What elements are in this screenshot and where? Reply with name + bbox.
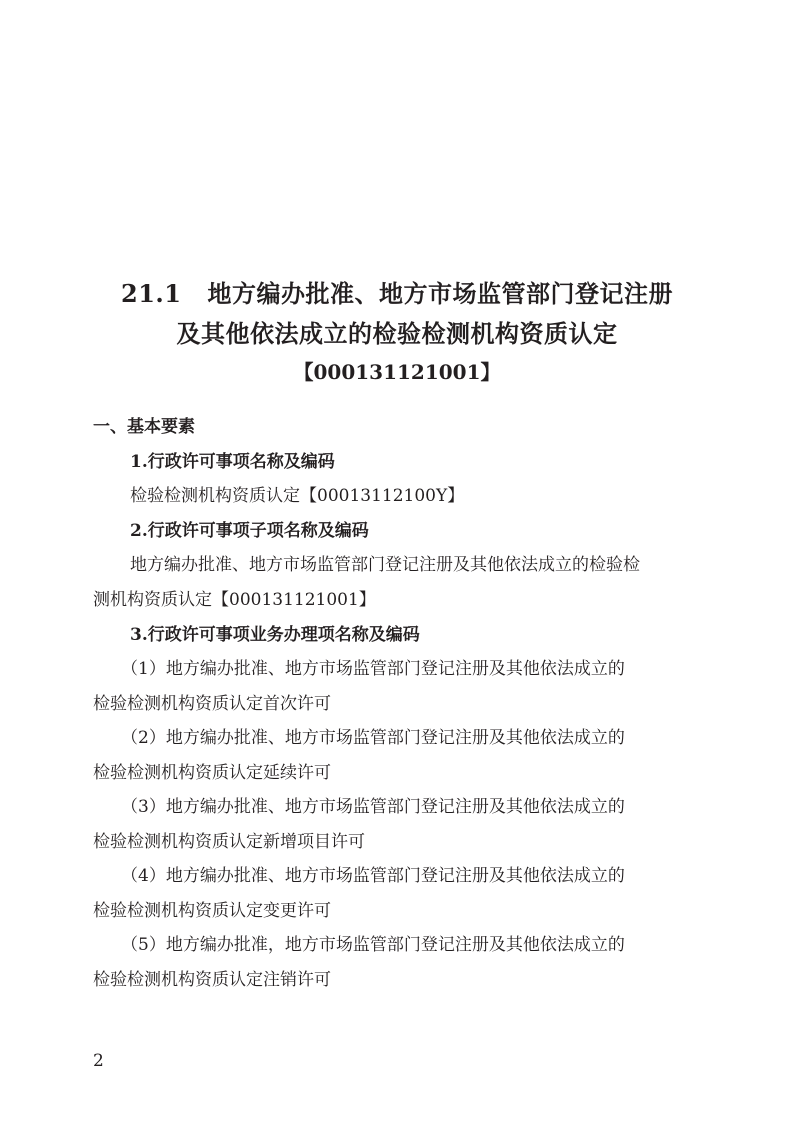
- title-code: 【000131121001】: [293, 360, 501, 384]
- title-line-2: 及其他依法成立的检验检测机构资质认定: [176, 319, 618, 348]
- section-number: 21.1: [121, 279, 182, 308]
- list-item-2-line-2: 检验检测机构资质认定延续许可: [93, 763, 331, 783]
- list-item-2-line-1: （2）地方编办批准、地方市场监管部门登记注册及其他依法成立的: [121, 728, 625, 748]
- title-line-1: [60, 274, 734, 314]
- document-title: [60, 274, 734, 386]
- item-2-text-line-2: 测机构资质认定【000131121001】: [93, 590, 376, 610]
- list-item-5-line-2: 检验检测机构资质认定注销许可: [93, 970, 331, 990]
- list-item-3-line-2: 检验检测机构资质认定新增项目许可: [93, 832, 365, 852]
- list-item-5-line-1: （5）地方编办批准，地方市场监管部门登记注册及其他依法成立的: [121, 935, 625, 955]
- list-item-1-line-1: （1）地方编办批准、地方市场监管部门登记注册及其他依法成立的: [121, 659, 625, 679]
- list-item-1-line-2: 检验检测机构资质认定首次许可: [93, 694, 331, 714]
- item-2-text-line-1: 地方编办批准、地方市场监管部门登记注册及其他依法成立的检验检: [130, 555, 640, 575]
- title-text-1: 地方编办批准、地方市场监管部门登记注册: [207, 279, 673, 308]
- item-3-heading: 3.行政许可事项业务办理项名称及编码: [130, 625, 420, 645]
- item-2-heading: 2.行政许可事项子项名称及编码: [130, 521, 369, 541]
- list-item-3-line-1: （3）地方编办批准、地方市场监管部门登记注册及其他依法成立的: [121, 797, 625, 817]
- page-number: 2: [93, 1051, 104, 1071]
- item-1-text: 检验检测机构资质认定【00013112100Y】: [130, 486, 465, 506]
- section-heading: 一、基本要素: [93, 417, 195, 437]
- list-item-4-line-2: 检验检测机构资质认定变更许可: [93, 901, 331, 921]
- list-item-4-line-1: （4）地方编办批准、地方市场监管部门登记注册及其他依法成立的: [121, 866, 625, 886]
- item-1-heading: 1.行政许可事项名称及编码: [130, 452, 335, 472]
